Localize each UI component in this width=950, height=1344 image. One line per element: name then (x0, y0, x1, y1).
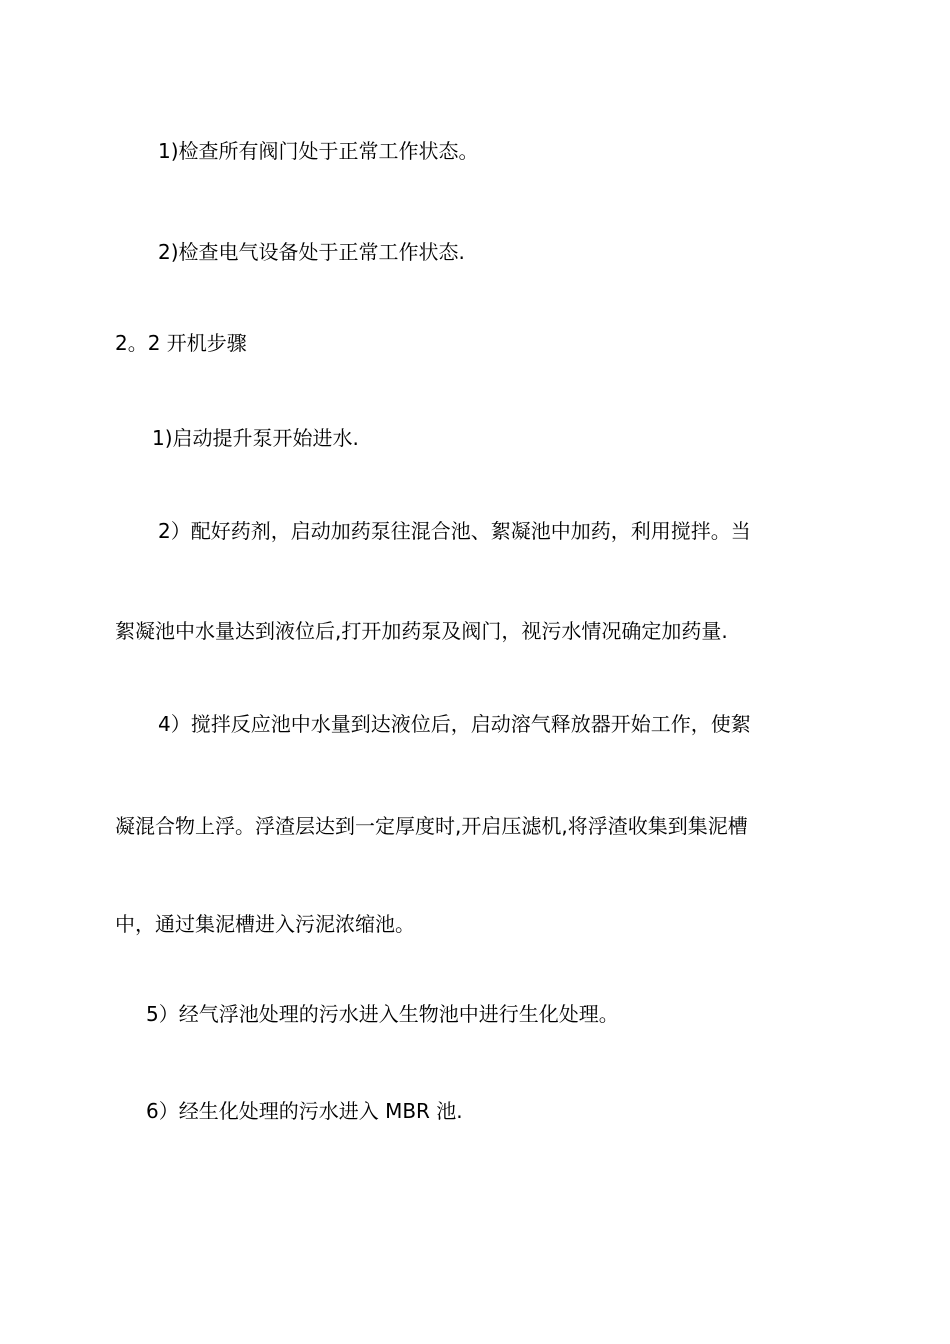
startup-step-5: 5）经气浮池处理的污水进入生物池中进行生化处理。 (146, 1002, 619, 1026)
check-valves-step: 1)检查所有阀门处于正常工作状态。 (158, 139, 479, 163)
startup-step-4-line-1: 4）搅拌反应池中水量到达液位后，启动溶气释放器开始工作，使絮 (158, 712, 751, 736)
startup-step-2-line-1: 2）配好药剂，启动加药泵往混合池、絮凝池中加药，利用搅拌。当 (158, 519, 751, 543)
startup-step-1: 1)启动提升泵开始进水. (152, 426, 359, 450)
startup-step-2-line-2: 絮凝池中水量达到液位后,打开加药泵及阀门，视污水情况确定加药量. (115, 619, 728, 643)
section-heading-startup: 2。2 开机步骤 (115, 331, 247, 355)
startup-step-6: 6）经生化处理的污水进入 MBR 池. (146, 1099, 463, 1123)
check-electrical-step: 2)检查电气设备处于正常工作状态. (158, 240, 465, 264)
startup-step-4-line-2: 凝混合物上浮。浮渣层达到一定厚度时,开启压滤机,将浮渣收集到集泥槽 (115, 814, 748, 838)
startup-step-4-line-3: 中，通过集泥槽进入污泥浓缩池。 (115, 912, 415, 936)
